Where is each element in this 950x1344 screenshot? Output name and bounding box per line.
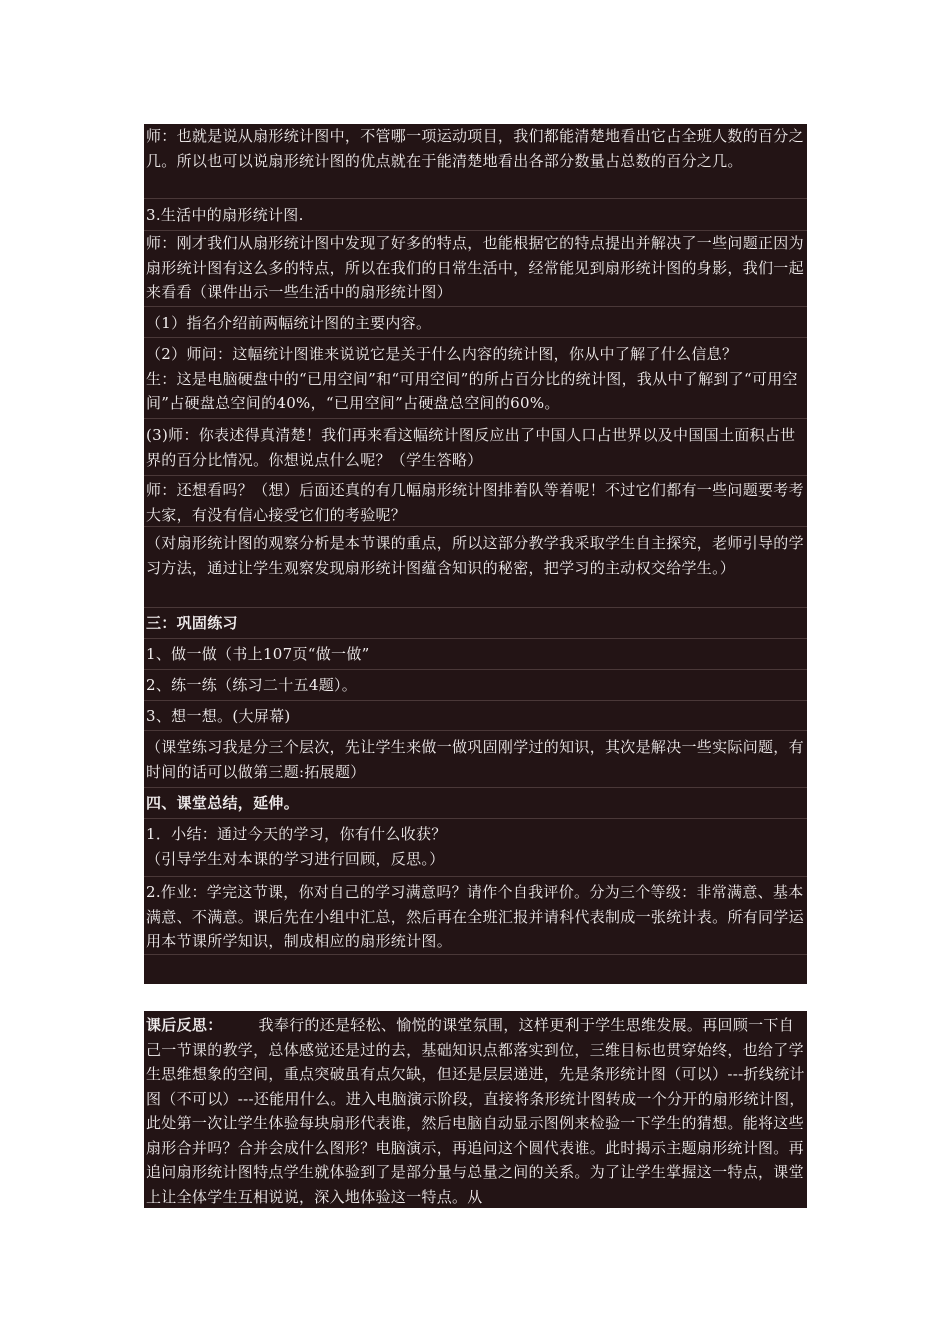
step-1-row: （1）指名介绍前两幅统计图的主要内容。 bbox=[144, 307, 807, 338]
teacher-question-row: 师：还想看吗？（想）后面还真的有几幅扇形统计图排着队等着呢！不过它们都有一些问题要考考大家，有没有信心接受它们的考验呢？ bbox=[144, 476, 807, 527]
design-note-row: （对扇形统计图的观察分析是本节课的重点，所以这部分教学我采取学生自主探究，老师引导的学习方法，通过让学生观察发现扇形统计图蕴含知识的秘密，把学习的主动权交给学生。） bbox=[144, 527, 807, 608]
practice-2-row: 2、练一练（练习二十五4题）。 bbox=[144, 670, 807, 701]
step-3-row: (3)师：你表述得真清楚！我们再来看这幅统计图反应出了中国人口占世界以及中国国土面积占世界的百分比情况。你想说点什么呢？（学生答略） bbox=[144, 419, 807, 476]
homework-row: 2.作业：学完这节课，你对自己的学习满意吗？请作个自我评价。分为三个等级：非常满意、基本满意、不满意。课后先在小组中汇总，然后再在全班汇报并请科代表制成一张统计表。所有同学运用本节课所学知识，制成相应的扇形统计图。 bbox=[144, 877, 807, 955]
practice-3-row: 3、想一想。(大屏幕) bbox=[144, 701, 807, 731]
heading-practice: 三：巩固练习 bbox=[144, 608, 807, 639]
teacher-summary-row: 师：也就是说从扇形统计图中，不管哪一项运动项目，我们都能清楚地看出它占全班人数的百分之几。所以也可以说扇形统计图的优点就在于能清楚地看出各部分数量占总数的百分之几。 bbox=[144, 124, 807, 199]
reflection-text: 我奉行的还是轻松、愉悦的课堂氛围，这样更利于学生思维发展。再回顾一下自己一节课的教学，总体感觉还是过的去，基础知识点都落实到位，三维目标也贯穿始终，也给了学生思维想象的空间，重点突破虽有点欠缺，但还是层层递进，先是条形统计图（可以）---折线统计图（不可以）---还能用什么。进入电脑演示阶段，直接将条形统计图转成一个分开的扇形统计图，此处第一次让学生体验每块扇形代表谁，然后电脑自动显示图例来检验一下学生的猜想。能将这些扇形合并吗？合并会成什么图形？电脑演示，再追问这个圆代表谁。此时揭示主题扇形统计图。再追问扇形统计图特点学生就体验到了是部分量与总量之间的关系。为了让学生掌握这一特点，课堂上让全体学生互相说说，深入地体验这一特点。从 bbox=[146, 1016, 805, 1206]
step-2-row: （2）师问：这幅统计图谁来说说它是关于什么内容的统计图，你从中了解了什么信息？ 生：这是电脑硬盘中的“已用空间”和“可用空间”的所占百分比的统计图，我从中了解到了“可用空间”占硬盘总空间的40%，“已用空间”占硬盘总空间的60%。 bbox=[144, 338, 807, 419]
reflection-block bbox=[144, 1011, 807, 1208]
blank-row bbox=[144, 955, 807, 984]
lesson-table bbox=[144, 124, 807, 984]
reflection-paragraph bbox=[144, 1011, 807, 1209]
teacher-intro-row: 师：刚才我们从扇形统计图中发现了好多的特点，也能根据它的特点提出并解决了一些问题正因为扇形统计图有这么多的特点，所以在我们的日常生活中，经常能见到扇形统计图的身影，我们一起来看看（课件出示一些生活中的扇形统计图） bbox=[144, 231, 807, 307]
practice-1-row: 1、做一做（书上107页“做一做” bbox=[144, 639, 807, 670]
section-life-examples: 3.生活中的扇形统计图. bbox=[144, 199, 807, 231]
heading-summary: 四、课堂总结，延伸。 bbox=[144, 788, 807, 819]
reflection-label: 课后反思： bbox=[146, 1016, 223, 1034]
summary-row: 1．小结：通过今天的学习，你有什么收获？ （引导学生对本课的学习进行回顾，反思。） bbox=[144, 819, 807, 877]
practice-note-row: （课堂练习我是分三个层次，先让学生来做一做巩固刚学过的知识，其次是解决一些实际问题，有时间的话可以做第三题:拓展题） bbox=[144, 731, 807, 788]
